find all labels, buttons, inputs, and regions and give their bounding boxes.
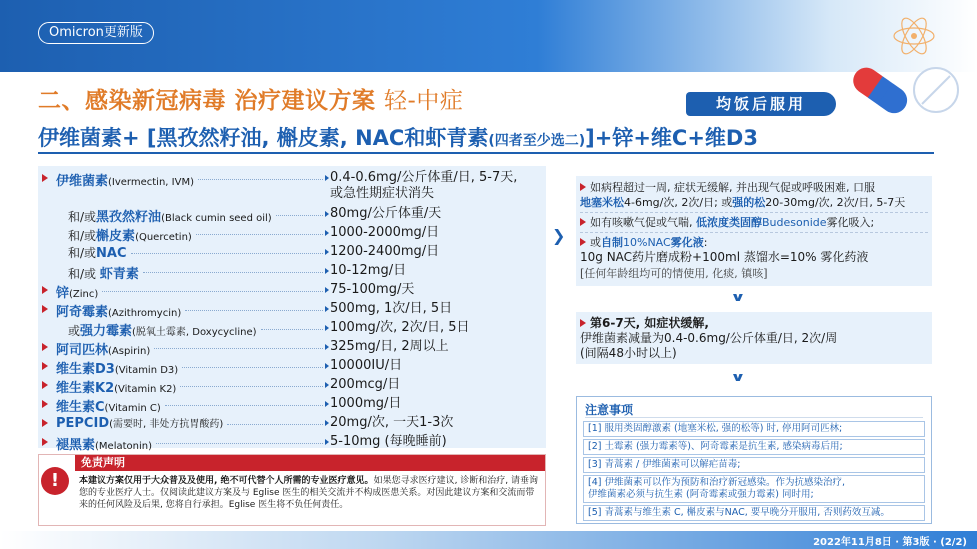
- medication-dose: 200mcg/日: [330, 377, 401, 392]
- medication-name: 阿司匹林(Aspirin): [56, 343, 151, 358]
- medication-row: [38, 206, 546, 224]
- dotted-leader: [227, 424, 323, 425]
- medication-dose: 1000mg/日: [330, 396, 402, 411]
- regimen-title-a: 伊维菌素+ [黑孜然籽油, 槲皮素, NAC和虾青素: [38, 126, 489, 150]
- escalation-line-6: [任何年龄组均可的情使用, 化痰, 镇咳]: [580, 267, 768, 280]
- medication-dose: 10000IU/日: [330, 358, 403, 373]
- medication-name: 维生素K2(Vitamin K2): [56, 381, 177, 396]
- medication-name: PEPCID(需要时, 非处方抗胃酸药): [56, 416, 224, 431]
- disclaimer-bold: 本建议方案仅用于大众普及及使用, 绝不可代替个人所需的专业医疗意见。: [79, 476, 374, 486]
- footer: [0, 531, 977, 549]
- escalation-line-1: 如病程超过一周, 症状无缓解, 并出现气促或呼吸困难, 口服: [580, 180, 875, 195]
- medication-row: [38, 339, 546, 357]
- taper-line-3: (间隔48小时以上): [580, 346, 677, 360]
- regimen-title: [38, 122, 758, 152]
- medication-dose: 10-12mg/日: [330, 263, 407, 278]
- dotted-leader: [143, 272, 323, 273]
- bullet-icon: [42, 381, 48, 389]
- capsule-pill-icon: [836, 56, 971, 126]
- notes-title: 注意事项: [585, 403, 634, 417]
- medication-dose: 75-100mg/天: [330, 282, 415, 297]
- medication-row: [38, 225, 546, 243]
- medication-dose: 1000-2000mg/日: [330, 225, 440, 240]
- medication-name: 维生素C(Vitamin C): [56, 400, 161, 415]
- disclaimer-text: 如果您寻求医疗建议, 诊断和治疗, 请垂询您的专业医疗人士。仅阅读此建议方案及与 Eglise 医生的相关交流并不构成医患关系。对因此建议方案和交流而带来的任何风险及后果, 您将自行承担。Eglise 医生将不负任何责任。: [79, 476, 539, 510]
- taper-box: [576, 312, 932, 364]
- dotted-leader: [196, 234, 323, 235]
- disclaimer: [38, 454, 546, 526]
- medication-name: 维生素D3(Vitamin D3): [56, 362, 179, 377]
- chevron-right-icon: ❯: [552, 226, 566, 245]
- regimen-title-note: (四者至少选二): [488, 133, 586, 149]
- arrow-right-icon: [325, 268, 329, 274]
- note-item: [5] 青蒿素与维生素 C, 槲皮素与NAC, 要早晚分开服用, 否则药效互减。: [583, 505, 925, 521]
- section-title-sub: 轻-中症: [384, 88, 464, 114]
- medication-name: 和/或槲皮素(Quercetin): [68, 229, 192, 244]
- note-item: [1] 服用类固醇激素 (地塞米松, 强的松等) 时, 停用阿司匹林;: [583, 421, 925, 437]
- medication-table: [38, 166, 546, 453]
- escalation-box: [576, 176, 932, 286]
- arrow-right-icon: [325, 306, 329, 312]
- dotted-leader: [131, 253, 323, 254]
- medication-row: [38, 263, 546, 281]
- arrow-right-icon: [325, 344, 329, 350]
- regimen-title-b: ]+锌+维C+维D3: [585, 126, 758, 150]
- medication-name: 或强力霉素(脱氧土霉素, Doxycycline): [68, 324, 257, 339]
- divider: [585, 417, 923, 418]
- medication-name: 和/或 虾青素: [68, 267, 139, 282]
- bullet-icon: [42, 343, 48, 351]
- bullet-icon: [42, 305, 48, 313]
- note-item: [2] 土霉素 (强力霉素等)、阿奇霉素是抗生素, 感染病毒后用;: [583, 439, 925, 455]
- section-title-main: 二、感染新冠病毒 治疗建议方案: [38, 88, 376, 114]
- escalation-line-3: 如有咳嗽气促或气喘, 低浓度类固醇Budesonide雾化吸入;: [580, 215, 874, 230]
- medication-row: [38, 377, 546, 395]
- bullet-icon: [42, 438, 48, 446]
- bullet-icon: [42, 362, 48, 370]
- arrow-right-icon: [325, 401, 329, 407]
- medication-dose: 5-10mg (每晚睡前): [330, 434, 447, 449]
- medication-dose: 0.4-0.6mg/公斤体重/日, 5-7天, 或急性期症状消失: [330, 170, 518, 201]
- escalation-line-4: 或自制10%NAC雾化液:: [580, 235, 707, 250]
- arrow-right-icon: [325, 287, 329, 293]
- medication-dose: 20mg/次, 一天1-3次: [330, 415, 454, 430]
- dotted-leader: [180, 386, 323, 387]
- version-badge: Omicron更新版: [38, 22, 154, 44]
- dotted-leader: [198, 179, 323, 180]
- disclaimer-title: 免责声明: [75, 455, 545, 471]
- dotted-leader: [102, 291, 323, 292]
- footer-text: 2022年11月8日 · 第3版 · (2/2): [813, 537, 967, 548]
- notes-box: [576, 396, 932, 524]
- medication-name: 褪黑素(Melatonin): [56, 438, 152, 453]
- section-title: [38, 82, 463, 115]
- arrow-right-icon: [325, 382, 329, 388]
- arrow-right-icon: [325, 211, 329, 217]
- bullet-icon: [42, 174, 48, 182]
- dotted-leader: [185, 310, 323, 311]
- medication-row: [38, 282, 546, 300]
- dotted-leader: [154, 348, 323, 349]
- title-divider: [38, 152, 934, 154]
- escalation-line-2: 地塞米松4-6mg/次, 2次/日; 或强的松20-30mg/次, 2次/日, 5-7天: [580, 196, 906, 209]
- note-item: [3] 青蒿素 / 伊维菌素可以解疟苗毒;: [583, 457, 925, 473]
- medication-dose: 500mg, 1次/日, 5日: [330, 301, 453, 316]
- medication-row: [38, 301, 546, 319]
- bullet-icon: [580, 319, 586, 327]
- medication-row: [38, 415, 546, 433]
- bullet-icon: [42, 400, 48, 408]
- medication-row: [38, 170, 546, 201]
- header-band: [0, 0, 977, 72]
- bullet-icon: [580, 183, 586, 191]
- medication-dose: 80mg/公斤体重/天: [330, 206, 442, 221]
- arrow-right-icon: [325, 175, 329, 181]
- medication-name: 伊维菌素(Ivermectin, IVM): [56, 174, 194, 189]
- disclaimer-body: [79, 475, 541, 511]
- bullet-icon: [42, 419, 48, 427]
- medication-dose: 325mg/日, 2周以上: [330, 339, 449, 354]
- meal-badge: 均饭后服用: [686, 92, 836, 116]
- dotted-leader: [276, 215, 323, 216]
- arrow-right-icon: [325, 363, 329, 369]
- arrow-right-icon: [325, 420, 329, 426]
- divider: [580, 212, 928, 213]
- medication-name: 阿奇霉素(Azithromycin): [56, 305, 182, 320]
- medication-row: [38, 434, 546, 452]
- medication-row: [38, 396, 546, 414]
- bullet-icon: [580, 218, 586, 226]
- medication-name: 锌(Zinc): [56, 286, 99, 301]
- taper-line-2: 伊维菌素减量为0.4-0.6mg/公斤体重/日, 2次/周: [580, 331, 838, 345]
- warning-icon: !: [41, 467, 69, 495]
- taper-line-1: 第6-7天, 如症状缓解,: [580, 316, 709, 331]
- divider: [580, 232, 928, 233]
- bullet-icon: [42, 286, 48, 294]
- dotted-leader: [165, 405, 323, 406]
- medication-row: [38, 358, 546, 376]
- arrow-right-icon: [325, 249, 329, 255]
- medication-row: [38, 244, 546, 262]
- arrow-right-icon: [325, 230, 329, 236]
- escalation-line-5: 10g NAC药片磨成粉+100ml 蒸馏水=10% 雾化药液: [580, 250, 869, 264]
- medication-name: 和/或黑孜然籽油(Black cumin seed oil): [68, 210, 272, 225]
- medication-row: [38, 320, 546, 338]
- dotted-leader: [156, 443, 323, 444]
- dotted-leader: [261, 329, 323, 330]
- chevron-down-icon: ∨: [730, 290, 746, 304]
- arrow-right-icon: [325, 325, 329, 331]
- arrow-right-icon: [325, 439, 329, 445]
- note-item: [4] 伊维菌素可以作为预防和治疗新冠感染。作为抗感染治疗, 伊维菌素必须与抗生素 (阿奇霉素或强力霉素) 同时用;: [583, 475, 925, 503]
- chevron-down-icon: ∨: [730, 370, 746, 384]
- atom-icon: [888, 10, 940, 62]
- medication-dose: 1200-2400mg/日: [330, 244, 440, 259]
- medication-dose: 100mg/次, 2次/日, 5日: [330, 320, 470, 335]
- bullet-icon: [580, 238, 586, 246]
- dotted-leader: [182, 367, 323, 368]
- medication-name: 和/或NAC: [68, 246, 127, 261]
